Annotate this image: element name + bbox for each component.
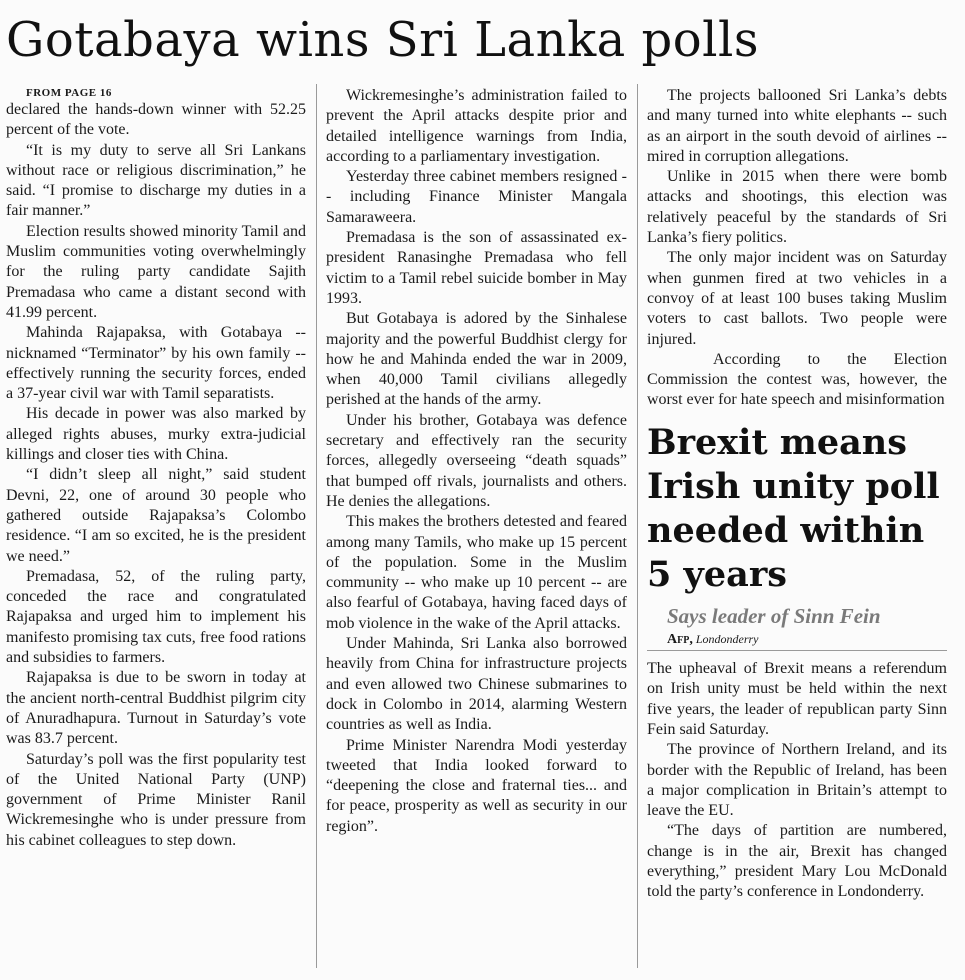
paragraph: “It is my duty to serve all Sri Lankans without race or religious discrimination,” he said. “I promise to discharge my duties in a fair manner.”: [6, 141, 306, 220]
column-rule: [637, 84, 638, 968]
paragraph: Saturday’s poll was the first popularity test of the United National Party (UNP) government of Prime Minister Ranil Wickremesinghe who is under pressure from his cabinet colleagues to step down.: [6, 750, 306, 849]
paragraph: The province of Northern Ireland, and its border with the Republic of Ireland, has been a major complication in Britain’s attempt to leave the EU.: [647, 741, 947, 820]
paragraph: declared the hands-down winner with 52.25 percent of the vote.: [6, 101, 306, 139]
article-column-3: [647, 86, 947, 903]
paragraph: But Gotabaya is adored by the Sinhalese majority and the powerful Buddhist clergy for how he and Mahinda ended the war in 2009, when 40,000 Tamil civilians allegedly perished at the hands of the army.: [326, 310, 627, 409]
paragraph: Election results showed minority Tamil and Muslim communities voting overwhelmingly for the ruling party candidate Sajith Premadasa who came a distant second with 41.99 percent.: [6, 222, 306, 321]
paragraph: Premadasa is the son of assassinated ex-president Ranasinghe Premadasa who fell victim to a Tamil rebel suicide bomber in May 1993.: [326, 229, 627, 307]
byline-rule: [647, 650, 947, 651]
column-rule: [316, 84, 317, 968]
continuation-kicker: FROM PAGE 16: [26, 87, 112, 99]
paragraph: Unlike in 2015 when there were bomb attacks and shootings, this election was relatively peaceful by the standards of Sri Lanka’s fiery politics.: [647, 168, 947, 247]
brexit-story: [647, 421, 947, 903]
paragraph: Mahinda Rajapaksa, with Gotabaya -- nicknamed “Terminator” by his own family -- effectively running the security forces, ended a 37-year civil war with Tamil separatists.: [6, 324, 306, 403]
paragraph: The only major incident was on Saturday when gunmen fired at two vehicles in a convoy of at least 100 buses taking Muslim voters to cast ballots. Two people were injured.: [647, 249, 947, 348]
paragraph: Under his brother, Gotabaya was defence secretary and effectively ran the security forces, allegedly overseeing “death squads” that bumped off rivals, journalists and others. He denies the allegations.: [326, 411, 627, 510]
paragraph: Rajapaksa is due to be sworn in today at the ancient north-central Buddhist pilgrim city of Anuradhapura. Turnout in Saturday’s vote was 83.7 percent.: [6, 669, 306, 748]
byline-place: Londonderry: [695, 631, 759, 646]
paragraph: According to the Election Commission the contest was, however, the worst ever for hate speech and misinformation: [647, 350, 947, 409]
paragraph: Yesterday three cabinet members resigned -- including Finance Minister Mangala Samaraweera.: [326, 168, 627, 226]
paragraph: Wickremesinghe’s administration failed to prevent the April attacks despite prior and detailed intelligence warnings from India, according to a parliamentary investigation.: [326, 87, 627, 165]
paragraph: The projects ballooned Sri Lanka’s debts and many turned into white elephants -- such as an airport in the south devoid of airlines -- mired in corruption allegations.: [647, 87, 947, 165]
byline: [647, 629, 947, 650]
brexit-headline: Brexit means Irish unity poll needed within 5 years: [647, 421, 940, 595]
brexit-deck: Says leader of Sinn Fein: [667, 603, 881, 628]
paragraph: Prime Minister Narendra Modi yesterday tweeted that India looked forward to “deepening the close and fraternal ties... and for peace, prosperity as well as security in our region”.: [326, 736, 627, 835]
paragraph: “The days of partition are numbered, change is in the air, Brexit has changed everything,” president Mary Lou McDonald told the party’s conference in Londonderry.: [647, 822, 947, 901]
main-headline: Gotabaya wins Sri Lanka polls: [6, 12, 759, 68]
article-column-1: [6, 86, 306, 851]
paragraph: Under Mahinda, Sri Lanka also borrowed heavily from China for infrastructure projects and even allowed two Chinese submarines to dock in Colombo in 2014, alarming Western countries as well as India.: [326, 635, 627, 734]
byline-agency: Afp,: [667, 631, 693, 647]
paragraph: Premadasa, 52, of the ruling party, conceded the race and congratulated Rajapaksa and urged him to implement his manifesto promising tax cuts, free food rations and subsidies to farmers.: [6, 567, 306, 667]
paragraph: His decade in power was also marked by alleged rights abuses, murky extra-judicial killings and closer ties with China.: [6, 405, 306, 464]
article-column-2: [326, 86, 627, 837]
paragraph: The upheaval of Brexit means a referendum on Irish unity must be held within the next five years, the leader of republican party Sinn Fein said Saturday.: [647, 660, 947, 738]
paragraph: “I didn’t sleep all night,” said student Devni, 22, one of around 30 people who gathered outside Rajapaksa’s Colombo residence. “I am so excited, he is the president we need.”: [6, 466, 306, 565]
paragraph: This makes the brothers detested and feared among many Tamils, who make up 15 percent of the population. Some in the Muslim community -- who make up 10 percent -- are also fearful of Gotabaya, having faced days of mob violence in the wake of the April attacks.: [326, 513, 627, 632]
